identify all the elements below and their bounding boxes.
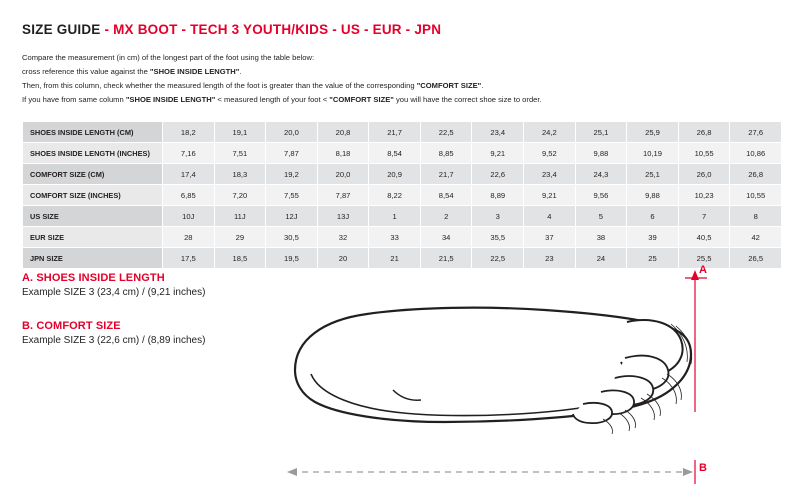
table-cell: 35,5: [472, 227, 524, 248]
table-cell: 9,21: [524, 185, 576, 206]
intro-line-3: Then, from this column, check whether the measured length of the foot is greater than the value of the corresponding "COMFORT SIZE".: [22, 81, 484, 91]
size-table: [22, 121, 782, 269]
table-row-header: SHOES INSIDE LENGTH (INCHES): [23, 143, 163, 164]
table-cell: 7: [678, 206, 730, 227]
table-cell: 40,5: [678, 227, 730, 248]
table-cell: 8,18: [317, 143, 369, 164]
table-row: [23, 143, 782, 164]
table-cell: 37: [524, 227, 576, 248]
table-row-header: SHOES INSIDE LENGTH (CM): [23, 122, 163, 143]
table-cell: 21: [369, 248, 421, 269]
table-cell: 42: [730, 227, 782, 248]
table-cell: 19,1: [214, 122, 266, 143]
table-cell: 17,5: [163, 248, 215, 269]
table-cell: 12J: [266, 206, 318, 227]
table-cell: 10,86: [730, 143, 782, 164]
table-cell: 8,89: [472, 185, 524, 206]
table-row-header: US SIZE: [23, 206, 163, 227]
table-cell: 18,5: [214, 248, 266, 269]
foot-diagram: [275, 262, 785, 492]
table-cell: 26,5: [730, 248, 782, 269]
page-title-prefix: SIZE GUIDE: [22, 22, 101, 37]
legend-b-text: Example SIZE 3 (22,6 cm) / (8,89 inches): [22, 335, 206, 346]
table-cell: 26,8: [678, 122, 730, 143]
legend-block-a: [22, 272, 282, 298]
table-cell: 32: [317, 227, 369, 248]
table-row: [23, 122, 782, 143]
table-cell: 28: [163, 227, 215, 248]
table-cell: 3: [472, 206, 524, 227]
table-cell: 19,2: [266, 164, 318, 185]
table-cell: 8,54: [420, 185, 472, 206]
table-cell: 33: [369, 227, 421, 248]
table-cell: 23: [524, 248, 576, 269]
table-cell: 25,1: [627, 164, 679, 185]
table-cell: 7,20: [214, 185, 266, 206]
table-cell: 8,22: [369, 185, 421, 206]
table-cell: 8,85: [420, 143, 472, 164]
table-cell: 26,0: [678, 164, 730, 185]
table-cell: 24,2: [524, 122, 576, 143]
table-cell: 25: [627, 248, 679, 269]
table-cell: 6,85: [163, 185, 215, 206]
table-row: [23, 185, 782, 206]
table-cell: 7,16: [163, 143, 215, 164]
table-row-header: COMFORT SIZE (INCHES): [23, 185, 163, 206]
table-cell: 10,55: [730, 185, 782, 206]
table-cell: 7,87: [266, 143, 318, 164]
legend-block-b: [22, 320, 282, 346]
legend-a-title: A. SHOES INSIDE LENGTH: [22, 272, 165, 284]
table-cell: 7,87: [317, 185, 369, 206]
label-a: A: [699, 264, 707, 276]
page-title: [22, 22, 780, 37]
table-cell: 7,55: [266, 185, 318, 206]
table-row-header: JPN SIZE: [23, 248, 163, 269]
table-cell: 17,4: [163, 164, 215, 185]
table-cell: 25,1: [575, 122, 627, 143]
table-cell: 20,9: [369, 164, 421, 185]
table-cell: 13J: [317, 206, 369, 227]
table-row-header: COMFORT SIZE (CM): [23, 164, 163, 185]
label-b: B: [699, 462, 707, 474]
table-cell: 27,6: [730, 122, 782, 143]
table-cell: 21,7: [369, 122, 421, 143]
intro-text: [22, 51, 780, 107]
table-cell: 24: [575, 248, 627, 269]
table-cell: 23,4: [524, 164, 576, 185]
legend-a-text: Example SIZE 3 (23,4 cm) / (9,21 inches): [22, 287, 206, 298]
legend: [22, 272, 282, 346]
table-row-header: EUR SIZE: [23, 227, 163, 248]
intro-line-4: If you have from same column "SHOE INSIDE LENGTH" < measured length of your foot < "COMFORT SIZE" you will have the correct shoe size to order.: [22, 95, 542, 105]
table-row: [23, 164, 782, 185]
table-cell: 25,5: [678, 248, 730, 269]
table-cell: 20,8: [317, 122, 369, 143]
table-cell: 26,8: [730, 164, 782, 185]
table-cell: 7,51: [214, 143, 266, 164]
table-cell: 11J: [214, 206, 266, 227]
table-cell: 6: [627, 206, 679, 227]
intro-line-2: cross reference this value against the "SHOE INSIDE LENGTH".: [22, 67, 242, 77]
table-cell: 18,2: [163, 122, 215, 143]
legend-b-title: B. COMFORT SIZE: [22, 320, 121, 332]
table-cell: 8,54: [369, 143, 421, 164]
table-cell: 4: [524, 206, 576, 227]
table-cell: 18,3: [214, 164, 266, 185]
table-cell: 20: [317, 248, 369, 269]
table-cell: 9,21: [472, 143, 524, 164]
table-cell: 21,5: [420, 248, 472, 269]
page-title-suffix: - MX BOOT - TECH 3 YOUTH/KIDS - US - EUR - JPN: [100, 22, 442, 37]
table-cell: 10,23: [678, 185, 730, 206]
intro-line-1: Compare the measurement (in cm) of the longest part of the foot using the table below:: [22, 53, 315, 62]
table-cell: 20,0: [317, 164, 369, 185]
table-cell: 9,88: [627, 185, 679, 206]
table-cell: 24,3: [575, 164, 627, 185]
table-cell: 10,55: [678, 143, 730, 164]
table-cell: 19,5: [266, 248, 318, 269]
table-row: [23, 206, 782, 227]
table-cell: 20,0: [266, 122, 318, 143]
table-cell: 9,52: [524, 143, 576, 164]
table-cell: 25,9: [627, 122, 679, 143]
table-cell: 38: [575, 227, 627, 248]
table-cell: 30,5: [266, 227, 318, 248]
table-cell: 9,88: [575, 143, 627, 164]
table-cell: 23,4: [472, 122, 524, 143]
table-cell: 10,19: [627, 143, 679, 164]
foot-outline-svg: [275, 262, 785, 492]
table-cell: 34: [420, 227, 472, 248]
table-cell: 5: [575, 206, 627, 227]
table-cell: 22,6: [472, 164, 524, 185]
table-cell: 22,5: [420, 122, 472, 143]
table-cell: 10J: [163, 206, 215, 227]
table-row: [23, 227, 782, 248]
measure-line-b: [287, 460, 695, 484]
table-cell: 22,5: [472, 248, 524, 269]
table-cell: 9,56: [575, 185, 627, 206]
table-cell: 2: [420, 206, 472, 227]
table-cell: 1: [369, 206, 421, 227]
table-cell: 21,7: [420, 164, 472, 185]
table-cell: 29: [214, 227, 266, 248]
table-cell: 8: [730, 206, 782, 227]
table-cell: 39: [627, 227, 679, 248]
